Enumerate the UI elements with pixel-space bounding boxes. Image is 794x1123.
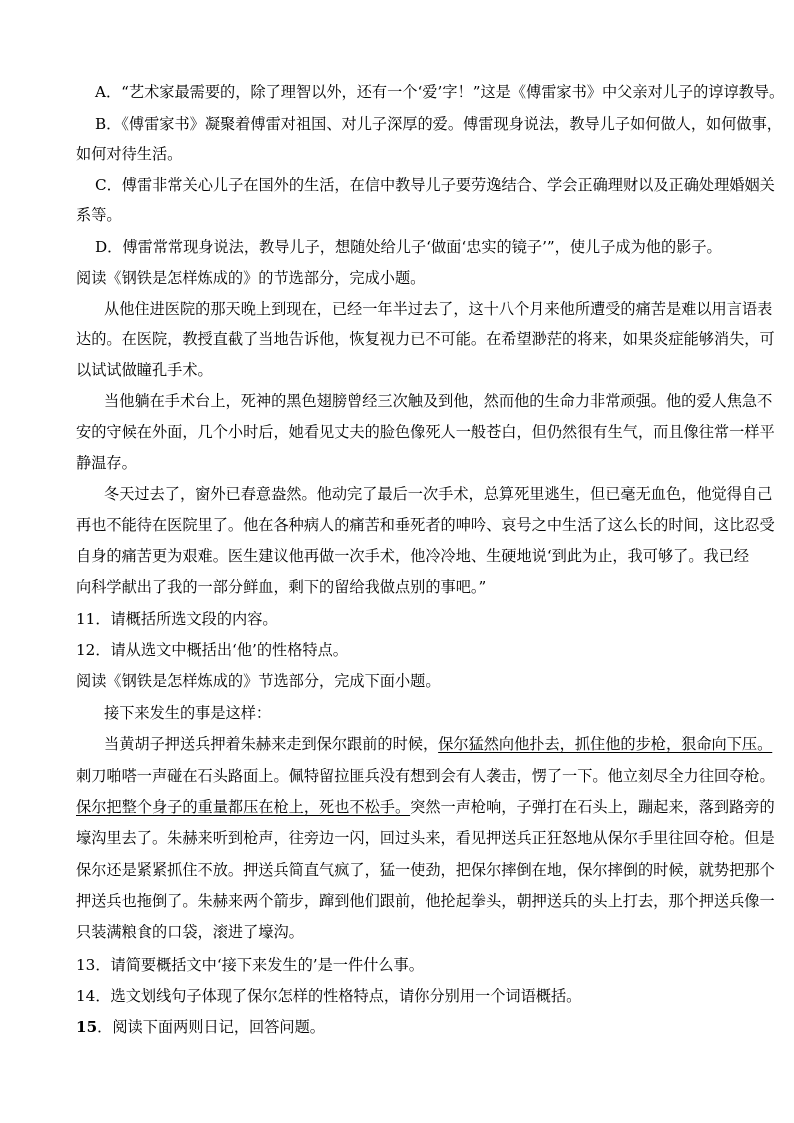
underlined-sentence-1: 保尔猛然向他扑去，抓住他的步枪，狠命向下压。 [438,735,773,753]
question-13: 13．请简要概括文中‘接下来发生的’是一件什么事。 [76,956,424,974]
section2-lead: 接下来发生的事是这样： [104,704,272,722]
option-a: A．“艺术家最需要的，除了理智以外，还有一个‘爱’字！”这是《傅雷家书》中父亲对儿子的谆谆教导。 [95,83,785,101]
option-b-line-2: 如何对待生活。 [76,145,183,163]
question-15-text: ．阅读下面两则日记，回答问题。 [97,1018,325,1036]
section2-p4-line-1: 壕沟里去了。朱赫来听到枪声，往旁边一闪，回过头来，看见押送兵正狂怒地从保尔手里往回夺枪。但是 [76,829,775,847]
section1-p1-line-1: 从他住进医院的那天晚上到现在，已经一年半过去了，这十八个月来他所遭受的痛苦是难以用言语表 [104,300,773,318]
section1-p1-line-3: 以试试做瞳孔手术。 [76,361,213,379]
section1-intro: 阅读《钢铁是怎样炼成的》的节选部分，完成小题。 [76,269,426,287]
section2-p3-line [76,797,775,817]
option-d: D．傅雷常常现身说法，教导儿子，想随处给儿子‘做面‘忠实的镜子’”，使儿子成为他的影子。 [95,238,722,256]
section2-intro: 阅读《钢铁是怎样炼成的》节选部分，完成下面小题。 [76,672,441,690]
section1-p3-line-4: 向科学献出了我的一部分鲜血，剩下的留给我做点别的事吧。” [76,578,487,596]
underlined-sentence-2: 保尔把整个身子的重量都压在枪上，死也不松手。 [76,798,411,816]
section1-p2-line-1: 当他躺在手术台上，死神的黑色翅膀曾经三次触及到他，然而他的生命力非常顽强。他的爱人焦急不 [104,392,773,410]
section1-p2-line-3: 静温存。 [76,454,137,472]
question-12: 12．请从选文中概括出‘他’的性格特点。 [76,641,348,659]
section1-p2-line-2: 安的守候在外面，几个小时后，她看见丈夫的脸色像死人一般苍白，但仍然很有生气，而且像往常一样平 [76,423,775,441]
section2-p2-line: 刺刀啪嗒一声碰在石头路面上。佩特留拉匪兵没有想到会有人袭击，愣了一下。他立刻尽全力往回夺枪。 [76,767,775,785]
section2-p4-line-4: 只装满粮食的口袋，滚进了壕沟。 [76,923,304,941]
option-b-line-1: B．《傅雷家书》凝聚着傅雷对祖国、对儿子深厚的爱。傅雷现身说法，教导儿子如何做人，如何做事， [95,115,782,133]
question-11: 11．请概括所选文段的内容。 [76,610,278,628]
section1-p3-line-2: 再也不能待在医院里了。他在各种病人的痛苦和垂死者的呻吟、哀号之中生活了这么长的时间，这比忍受 [76,516,775,534]
section1-p3-line-3: 自身的痛苦更为艰难。医生建议他再做一次手术，他冷冷地、生硬地说‘到此为止，我可够了。我已经 [76,547,750,565]
option-c-line-2: 系等。 [76,206,122,224]
section1-p3-line-1: 冬天过去了，窗外已春意盎然。他动完了最后一次手术，总算死里逃生，但已毫无血色，他觉得自己 [104,485,773,503]
question-14: 14．选文划线句子体现了保尔怎样的性格特点，请你分别用一个词语概括。 [76,987,582,1005]
question-15 [76,1017,325,1037]
section1-p1-line-2: 达的。在医院，教授直截了当地告诉他，恢复视力已不可能。在希望渺茫的将来，如果炎症能够消失，可 [76,330,775,348]
section2-p4-line-3: 押送兵也拖倒了。朱赫来两个箭步，蹿到他们跟前，他抡起拳头，朝押送兵的头上打去，那个押送兵像一 [76,892,775,910]
section2-p4-line-2: 保尔还是紧紧抓住不放。押送兵简直气疯了，猛一使劲，把保尔摔倒在地，保尔摔倒的时候，就势把那个 [76,861,775,879]
option-c-line-1: C．傅雷非常关心儿子在国外的生活，在信中教导儿子要劳逸结合、学会正确理财以及正确处理婚姻关 [95,176,775,194]
section2-p1-line [104,734,772,754]
question-15-number: 15 [76,1018,98,1036]
section2-p3-text: 突然一声枪响，子弹打在石头上，蹦起来，落到路旁的 [410,798,775,816]
section2-p1-text: 当黄胡子押送兵押着朱赫来走到保尔跟前的时候， [104,735,439,753]
